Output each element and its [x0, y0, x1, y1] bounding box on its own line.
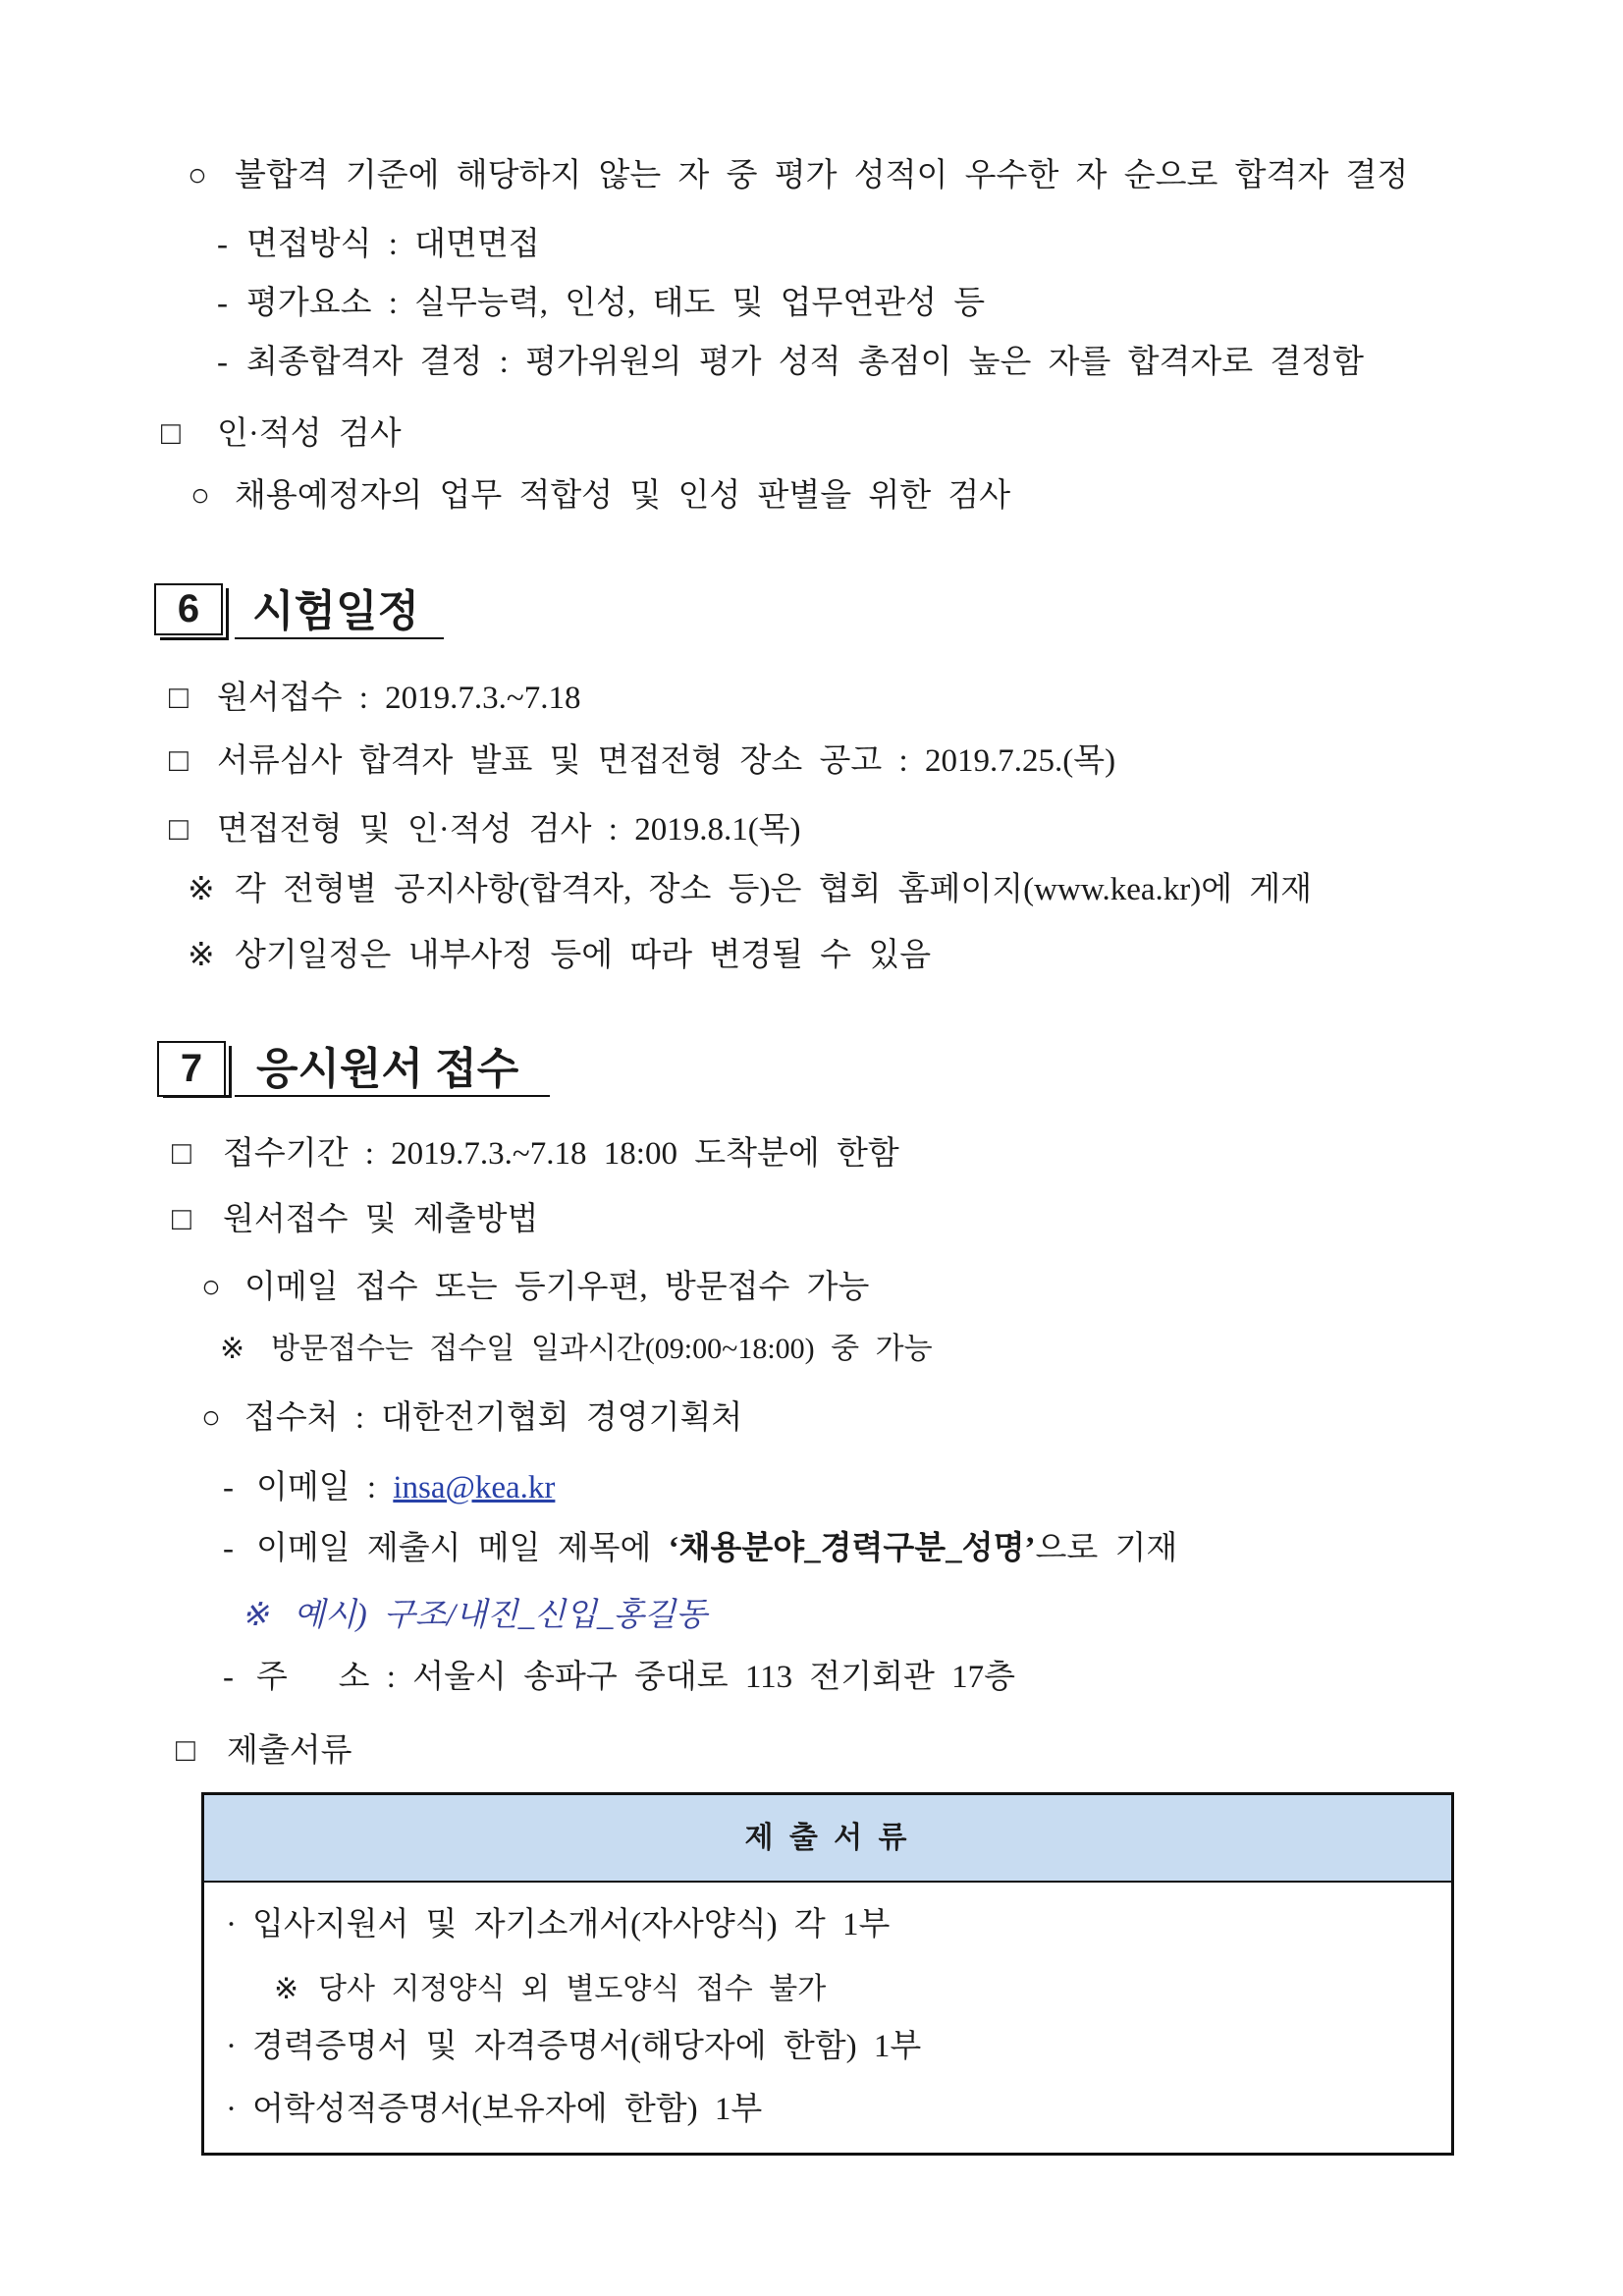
schedule-note [188, 933, 1476, 978]
square-bullet: □ [172, 1202, 191, 1237]
pass-rule-line [188, 153, 1476, 198]
interview-method-text: 면접방식 : 대면면접 [246, 227, 540, 262]
schedule-change-text: 상기일정은 내부사정 등에 따라 변경될 수 있음 [235, 938, 932, 973]
documents-table-header: 제 출 서 류 [204, 1795, 1451, 1883]
reference-mark: ※ [220, 1333, 245, 1365]
email-subject-prefix: 이메일 제출시 메일 제목에 [256, 1531, 669, 1566]
notice-text: 각 전형별 공지사항(합격자, 장소 등)은 협회 홈페이지(www.kea.kr)에 게재 [235, 872, 1313, 907]
method-detail-text: 이메일 접수 또는 등기우편, 방문접수 가능 [244, 1270, 870, 1305]
table-row-note [274, 1968, 1432, 2011]
visit-note-text: 방문접수는 접수일 일과시간(09:00~18:00) 중 가능 [271, 1333, 933, 1365]
application-period-text: 원서접수 : 2019.7.3.~7.18 [217, 681, 581, 716]
visit-note-line [220, 1327, 1476, 1372]
schedule-item [169, 676, 1476, 721]
dash-bullet: - [217, 227, 228, 262]
submission-method-line [172, 1197, 1476, 1242]
example-line [242, 1593, 1476, 1638]
circle-bullet: ○ [190, 478, 210, 514]
language-score-text: 어학성적증명서(보유자에 한함) 1부 [252, 2092, 763, 2127]
example-text: 예시) 구조/내진_신입_홍길동 [294, 1598, 708, 1633]
form-note-text: 당사 지정양식 외 별도양식 접수 불가 [318, 1973, 827, 2005]
method-detail-line [201, 1265, 1476, 1310]
square-bullet: □ [169, 681, 189, 716]
interview-date-text: 면접전형 및 인·적성 검사 : 2019.8.1(목) [217, 812, 801, 847]
square-bullet: □ [172, 1136, 191, 1172]
middle-dot-bullet: · [226, 1907, 237, 1942]
middle-dot-bullet: · [226, 2092, 237, 2127]
schedule-item [169, 807, 1476, 852]
receipt-period-text: 접수기간 : 2019.7.3.~7.18 18:00 도착분에 한함 [223, 1136, 899, 1172]
table-row [226, 1903, 1432, 1946]
documents-heading-line [176, 1728, 1476, 1774]
email-link[interactable]: insa@kea.kr [393, 1470, 556, 1505]
career-certificate-text: 경력증명서 및 자격증명서(해당자에 한함) 1부 [252, 2029, 922, 2064]
reference-mark: ※ [188, 872, 215, 907]
middle-dot-bullet: · [226, 2029, 237, 2064]
dash-bullet: - [223, 1531, 234, 1566]
section-6-number: 6 [154, 583, 223, 635]
square-bullet: □ [161, 416, 181, 452]
documents-heading-text: 제출서류 [227, 1733, 352, 1769]
reference-mark: ※ [274, 1973, 299, 2005]
application-form-text: 입사지원서 및 자기소개서(자사양식) 각 1부 [252, 1907, 891, 1942]
dash-bullet: - [223, 1470, 234, 1505]
dash-bullet: - [223, 1660, 234, 1695]
dash-bullet: - [217, 345, 228, 380]
dash-bullet: - [217, 286, 228, 321]
section-7-title: 응시원서 접수 [235, 1042, 550, 1097]
square-bullet: □ [169, 812, 189, 847]
circle-bullet: ○ [188, 158, 207, 193]
section-7-number: 7 [157, 1041, 226, 1097]
table-row [226, 2088, 1432, 2131]
aptitude-heading-line [161, 411, 1476, 457]
receiving-office-line [201, 1395, 1476, 1441]
reference-mark: ※ [242, 1598, 269, 1633]
final-decision-line [217, 340, 1476, 385]
schedule-item [169, 738, 1476, 784]
evaluation-factors-line [217, 281, 1476, 326]
email-subject-format: ‘채용분야_경력구분_성명’ [668, 1531, 1036, 1566]
reference-mark: ※ [188, 938, 215, 973]
interview-method-line [217, 222, 1476, 267]
square-bullet: □ [176, 1733, 195, 1769]
address-line [223, 1655, 1476, 1700]
aptitude-title: 인·적성 검사 [217, 416, 402, 452]
schedule-note [188, 867, 1476, 912]
circle-bullet: ○ [201, 1400, 221, 1436]
email-label: 이메일 : [256, 1470, 394, 1505]
pass-rule-text: 불합격 기준에 해당하지 않는 자 중 평가 성적이 우수한 자 순으로 합격자 결정 [235, 158, 1409, 193]
section-6-title: 시험일정 [235, 584, 444, 639]
address-text: 서울시 송파구 중대로 113 전기회관 17층 [412, 1660, 1016, 1695]
aptitude-desc-line [190, 473, 1476, 519]
square-bullet: □ [169, 743, 189, 779]
documents-table [201, 1792, 1454, 2156]
final-decision-text: 최종합격자 결정 : 평가위원의 평가 성적 총점이 높은 자를 합격자로 결정함 [246, 345, 1365, 380]
document-result-text: 서류심사 합격자 발표 및 면접전형 장소 공고 : 2019.7.25.(목) [217, 743, 1116, 779]
submission-method-text: 원서접수 및 제출방법 [223, 1202, 539, 1237]
evaluation-factors-text: 평가요소 : 실무능력, 인성, 태도 및 업무연관성 등 [246, 286, 986, 321]
address-label: 주 소 : [256, 1660, 413, 1695]
email-subject-line [223, 1526, 1476, 1571]
table-row [226, 2025, 1432, 2068]
aptitude-desc: 채용예정자의 업무 적합성 및 인성 판별을 위한 검사 [235, 478, 1011, 514]
circle-bullet: ○ [201, 1270, 221, 1305]
email-subject-suffix: 으로 기재 [1035, 1531, 1178, 1566]
receipt-period-line [172, 1131, 1476, 1176]
receiving-office-text: 접수처 : 대한전기협회 경영기획처 [244, 1400, 743, 1436]
email-line [223, 1465, 1476, 1510]
